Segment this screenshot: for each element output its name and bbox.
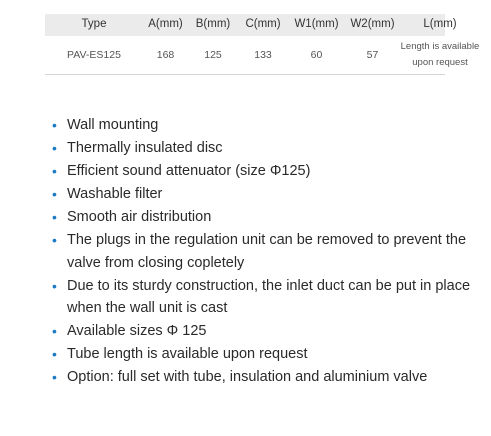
cell-type: PAV-ES125 (67, 49, 121, 61)
bullet-icon: • (52, 209, 57, 225)
spec-table (45, 14, 480, 75)
bullet-icon: • (52, 277, 57, 294)
header-b: B(mm) (195, 18, 231, 30)
feature-text: Washable filter (67, 186, 163, 202)
feature-text: Available sizes Φ 125 (67, 323, 207, 339)
feature-text: Due to its sturdy construction, the inlet duct can be put in place when the wall unit is cast (67, 277, 471, 316)
bullet-icon: • (52, 140, 57, 156)
cell-l-line1: Length is available (400, 41, 480, 52)
header-l: L(mm) (423, 18, 457, 30)
bullet-icon: • (52, 369, 57, 385)
bullet-icon: • (52, 186, 57, 202)
header-w1: W1(mm) (294, 18, 339, 30)
bullet-icon: • (52, 163, 57, 179)
bullet-icon: • (52, 117, 57, 133)
cell-l-line2: upon request (412, 57, 468, 68)
feature-text: Tube length is available upon request (67, 346, 308, 362)
feature-text: Thermally insulated disc (67, 140, 223, 156)
table-row (45, 36, 480, 75)
cell-w1: 60 (310, 49, 323, 61)
list-item (52, 320, 482, 343)
header-c: C(mm) (245, 18, 281, 30)
list-item (52, 114, 482, 137)
feature-text: Wall mounting (67, 117, 159, 133)
cell-a: 168 (156, 49, 175, 61)
bullet-icon: • (52, 323, 57, 339)
cell-b: 125 (204, 49, 222, 61)
feature-text: Smooth air distribution (67, 209, 212, 225)
cell-l (400, 39, 480, 71)
list-item (52, 137, 482, 160)
feature-text: Efficient sound attenuator (size Φ125) (67, 163, 311, 179)
list-item (52, 206, 482, 229)
list-item (52, 343, 482, 366)
list-item (52, 229, 482, 274)
list-item (52, 366, 482, 389)
header-a: A(mm) (148, 18, 183, 30)
feature-list (52, 114, 482, 389)
feature-text: The plugs in the regulation unit can be removed to prevent the valve from closing copletely (67, 232, 467, 271)
cell-w2: 57 (366, 49, 379, 61)
list-item (52, 275, 482, 320)
bullet-icon: • (52, 346, 57, 362)
cell-c: 133 (254, 49, 272, 61)
list-item (52, 183, 482, 206)
spec-table-header-row (45, 14, 457, 36)
bullet-icon: • (52, 232, 57, 248)
header-type: Type (81, 18, 107, 30)
header-w2: W2(mm) (350, 18, 395, 30)
list-item (52, 160, 482, 183)
feature-text: Option: full set with tube, insulation and aluminium valve (67, 369, 428, 385)
